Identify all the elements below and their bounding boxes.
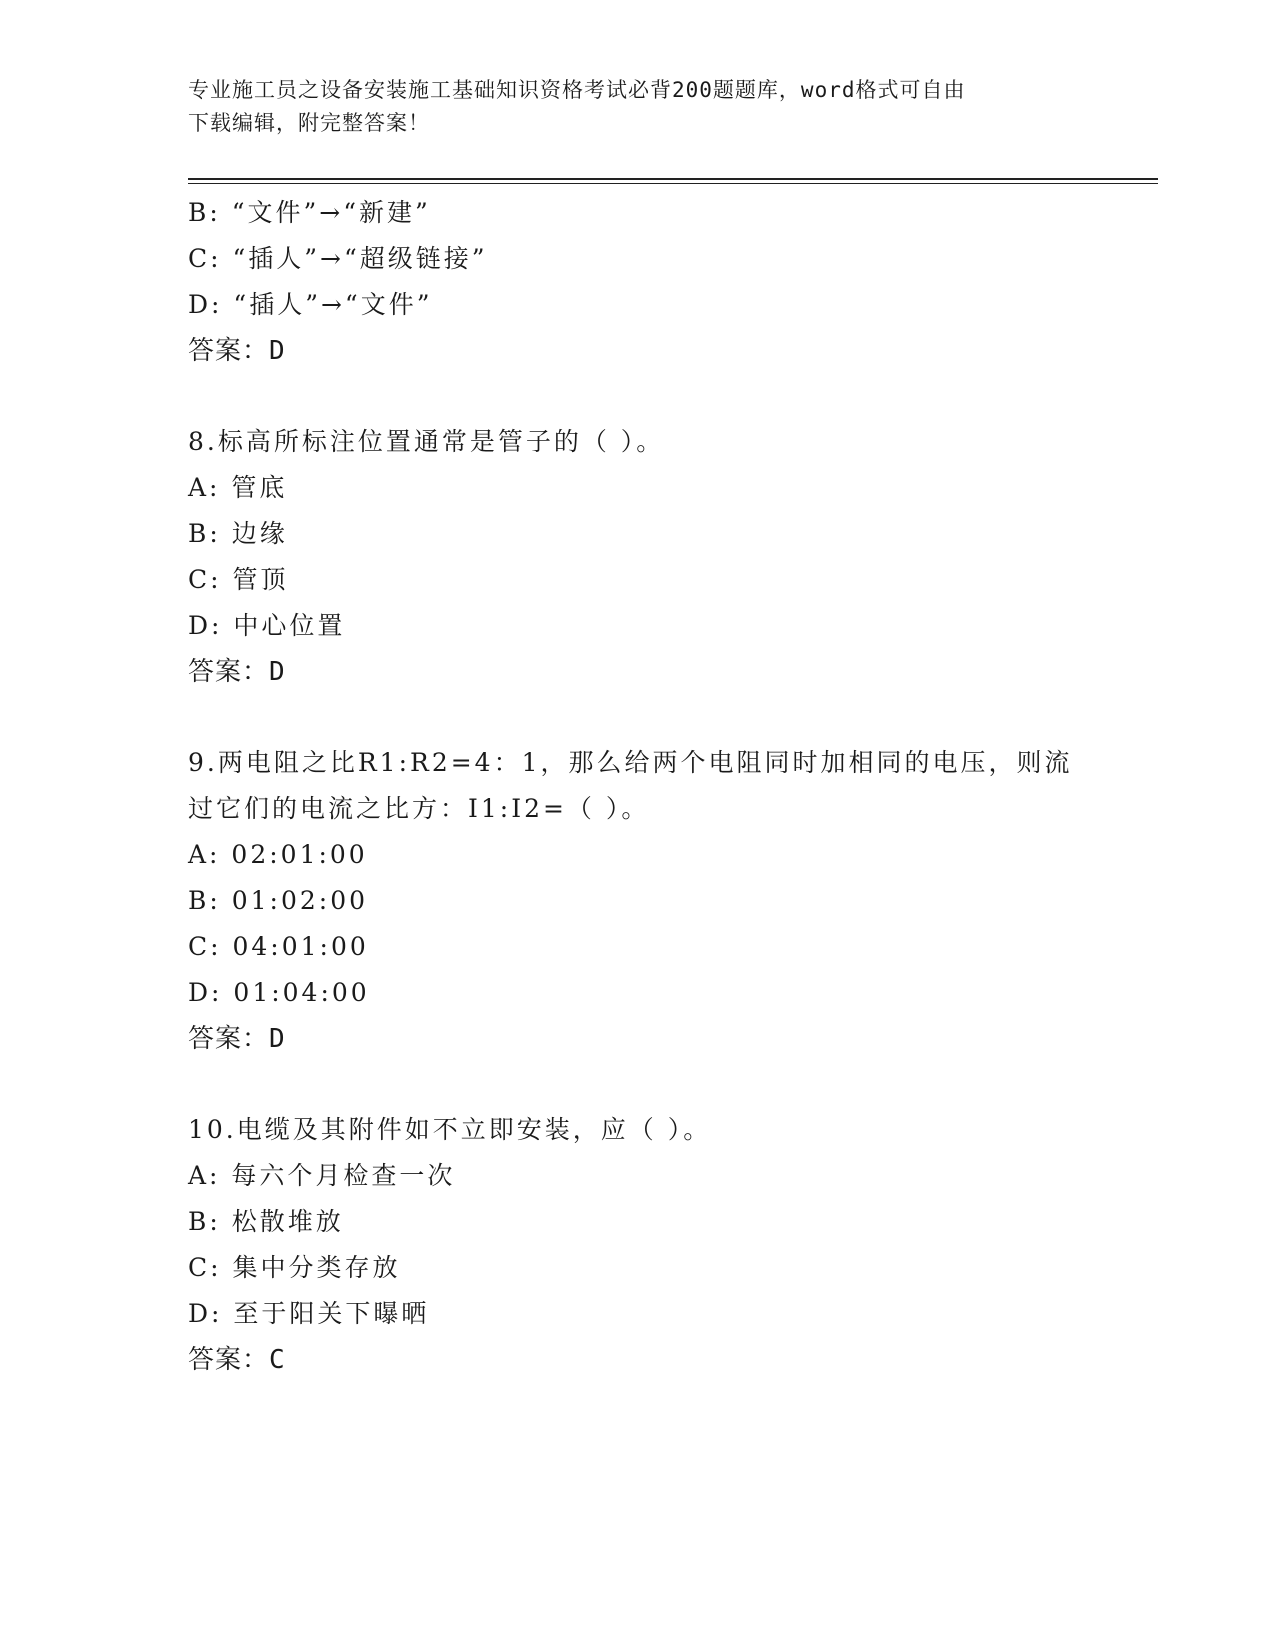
question-10 (188, 1107, 1088, 1383)
option-c: C: “插人”→“超级链接” (188, 244, 488, 273)
answer: 答案：D (188, 657, 286, 687)
option-a: A: 管底 (188, 473, 288, 502)
question-9 (188, 740, 1088, 1062)
header-divider-thin (188, 183, 1158, 184)
option-c: C: 管顶 (188, 565, 289, 594)
answer: 答案：D (188, 1024, 286, 1054)
option-c: C: 04:01:00 (188, 932, 369, 961)
option-d: D: 至于阳关下曝晒 (188, 1299, 430, 1328)
question-list (188, 190, 1088, 1383)
question-stem: 8.标高所标注位置通常是管子的（ ）。 (188, 427, 665, 456)
option-a: A: 02:01:00 (188, 840, 368, 869)
answer: 答案：C (188, 1345, 286, 1375)
document-header (188, 74, 1088, 140)
header-line-2: 下载编辑，附完整答案！ (188, 111, 430, 135)
option-b: B: 松散堆放 (188, 1207, 344, 1236)
option-d: D: “插人”→“文件” (188, 290, 433, 319)
option-a: A: 每六个月检查一次 (188, 1161, 456, 1190)
header-divider-thick (188, 178, 1158, 180)
question-7-tail (188, 190, 1088, 374)
option-b: B: “文件”→“新建” (188, 198, 431, 227)
option-d: D: 中心位置 (188, 611, 346, 640)
question-stem-line-1: 9.两电阻之比R1:R2=4：1，那么给两个电阻同时加相同的电压，则流 (188, 748, 1073, 777)
question-stem-line-2: 过它们的电流之比方：I1:I2=（ ）。 (188, 794, 650, 823)
option-c: C: 集中分类存放 (188, 1253, 401, 1282)
header-line-1: 专业施工员之设备安装施工基础知识资格考试必背200题题库，word格式可自由 (188, 78, 966, 102)
question-8 (188, 419, 1088, 695)
answer: 答案：D (188, 336, 286, 366)
option-b: B: 边缘 (188, 519, 288, 548)
option-d: D: 01:04:00 (188, 978, 370, 1007)
option-b: B: 01:02:00 (188, 886, 369, 915)
question-stem: 10.电缆及其附件如不立即安装，应（ ）。 (188, 1115, 712, 1144)
